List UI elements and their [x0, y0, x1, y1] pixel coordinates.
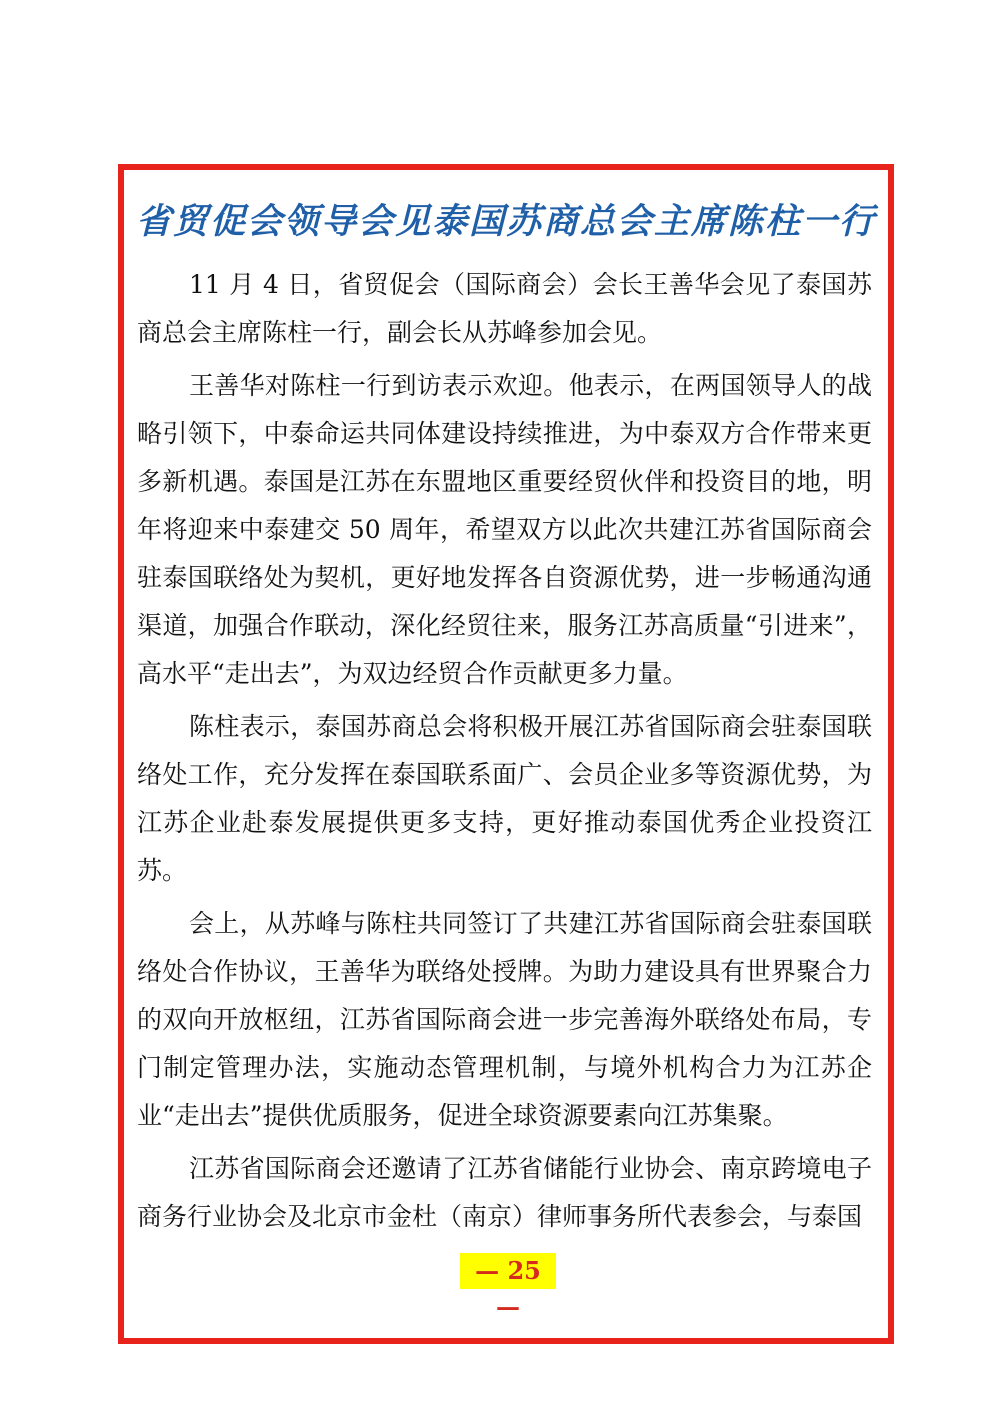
page-number: — 25 —	[460, 1253, 556, 1289]
paragraph: 江苏省国际商会还邀请了江苏省储能行业协会、南京跨境电子商务行业协会及北京市金杜（南京）律师事务所代表参会，与泰国	[137, 1154, 872, 1231]
article-title: 省贸促会领导会见泰国苏商总会主席陈柱一行	[135, 202, 876, 242]
paragraph: 11 月 4 日，省贸促会（国际商会）会长王善华会见了泰国苏商总会主席陈柱一行，副会长从苏峰参加会见。	[137, 270, 872, 347]
paragraph: 会上，从苏峰与陈柱共同签订了共建江苏省国际商会驻泰国联络处合作协议，王善华为联络处授牌。为助力建设具有世界聚合力的双向开放枢纽，江苏省国际商会进一步完善海外联络处布局，专门制定管理办法，实施动态管理机制，与境外机构合力为江苏企业“走出去”提供优质服务，促进全球资源要素向江苏集聚。	[137, 909, 872, 1130]
article-frame	[118, 164, 894, 1344]
paragraph: 陈柱表示，泰国苏商总会将积极开展江苏省国际商会驻泰国联络处工作，充分发挥在泰国联系面广、会员企业多等资源优势，为江苏企业赴泰发展提供更多支持，更好推动泰国优秀企业投资江苏。	[137, 712, 872, 885]
paragraph: 王善华对陈柱一行到访表示欢迎。他表示，在两国领导人的战略引领下，中泰命运共同体建设持续推进，为中泰双方合作带来更多新机遇。泰国是江苏在东盟地区重要经贸伙伴和投资目的地，明年将迎来中泰建交 50 周年，希望双方以此次共建江苏省国际商会驻泰国联络处为契机，更好地发挥各自资源优势，进一步畅通沟通渠道，加强合作联动，深化经贸往来，服务江苏高质量“引进来”，高水平“走出去”，为双边经贸合作贡献更多力量。	[137, 371, 872, 688]
article-body	[137, 261, 872, 1246]
